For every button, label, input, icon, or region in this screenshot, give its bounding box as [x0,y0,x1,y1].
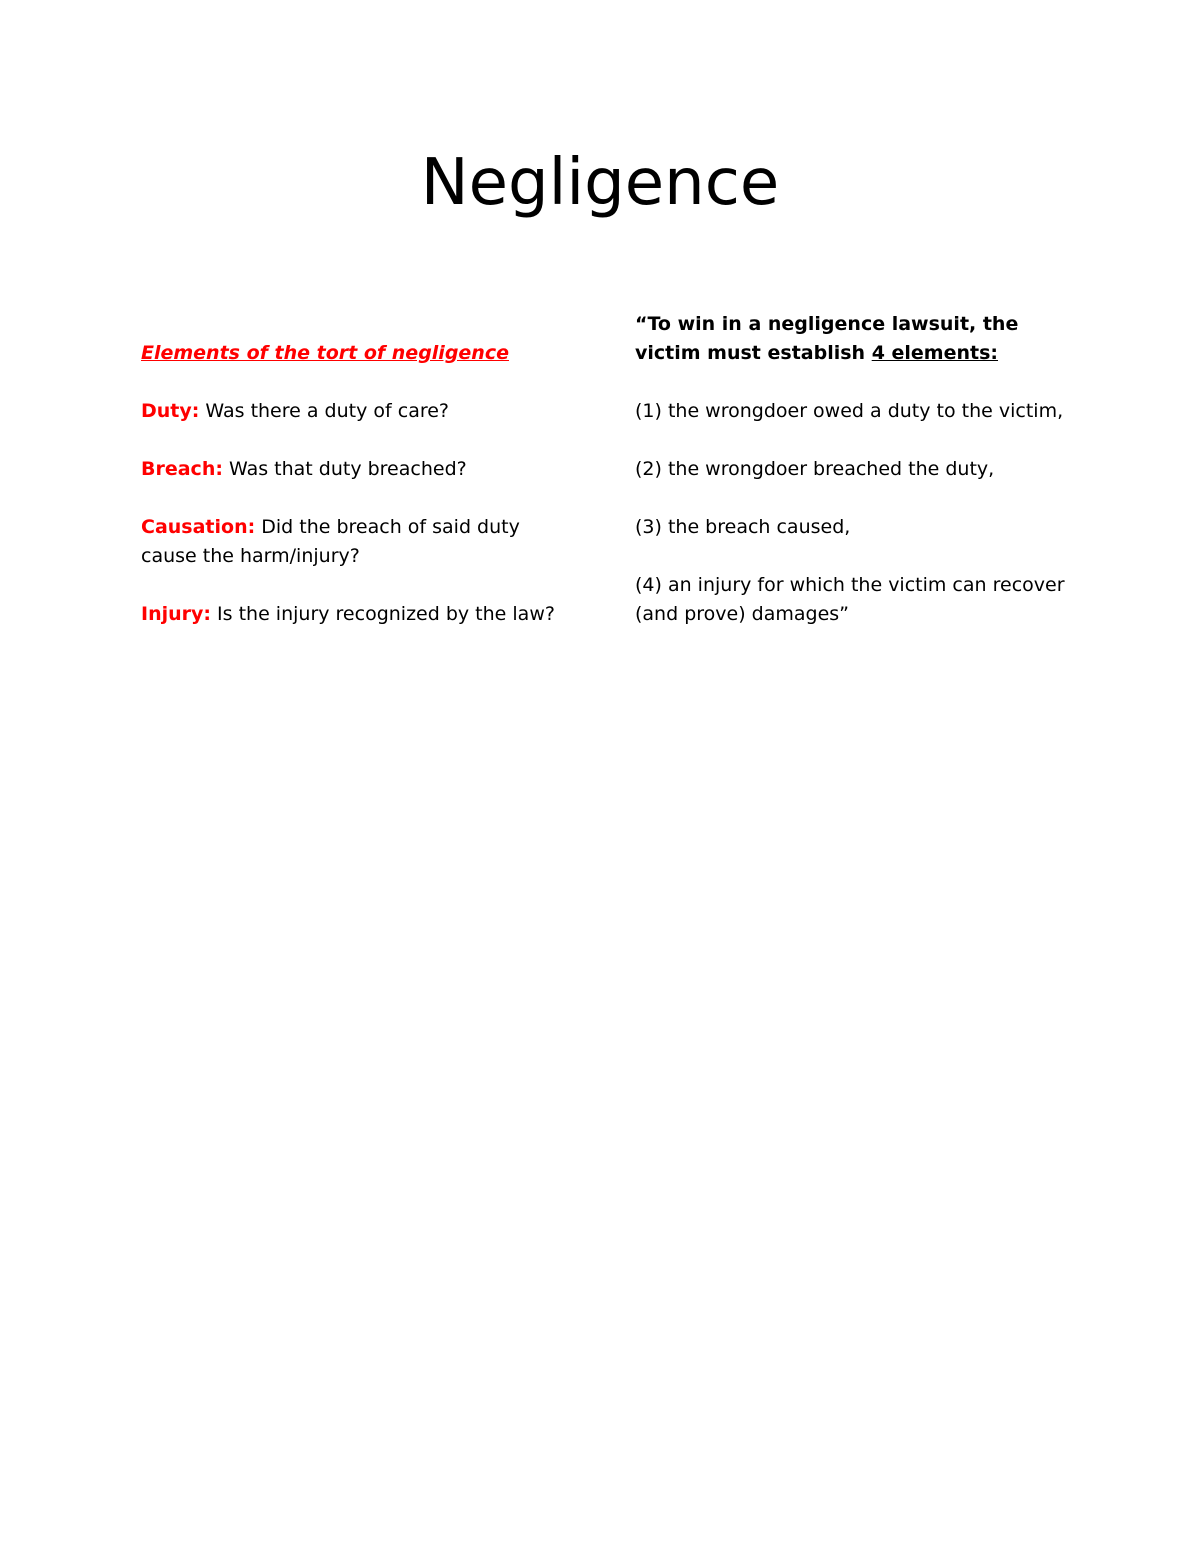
quote-intro-text: “To win in a negligence lawsuit, the victim must establish [635,313,1019,364]
quote-item-1: (1) the wrongdoer owed a duty to the victim, [635,400,1064,422]
element-duty-name: Duty: [141,400,200,422]
element-breach-text: Was that duty breached? [222,458,467,480]
element-breach-name: Breach: [141,458,223,480]
quote-item-2: (2) the wrongdoer breached the duty, [635,458,995,480]
elements-heading: Elements of the tort of negligence [141,342,509,364]
element-injury-text: Is the injury recognized by the law? [211,603,555,625]
page-title: Negligence [420,146,780,220]
element-causation [141,513,571,571]
quote-item-4: (4) an injury for which the victim can recover (and prove) damages” [635,574,1065,625]
element-breach [141,455,571,484]
element-injury-name: Injury: [141,603,211,625]
elements-column [141,339,571,658]
quote-column [635,310,1075,658]
element-duty [141,397,571,426]
element-duty-text: Was there a duty of care? [199,400,450,422]
element-causation-text: Did the breach of said duty cause the harm/injury? [141,516,520,567]
element-injury [141,600,571,629]
quote-item-3: (3) the breach caused, [635,516,851,538]
quote-intro [635,310,1075,368]
element-causation-name: Causation: [141,516,256,538]
quote-emphasis: 4 elements: [871,342,999,364]
